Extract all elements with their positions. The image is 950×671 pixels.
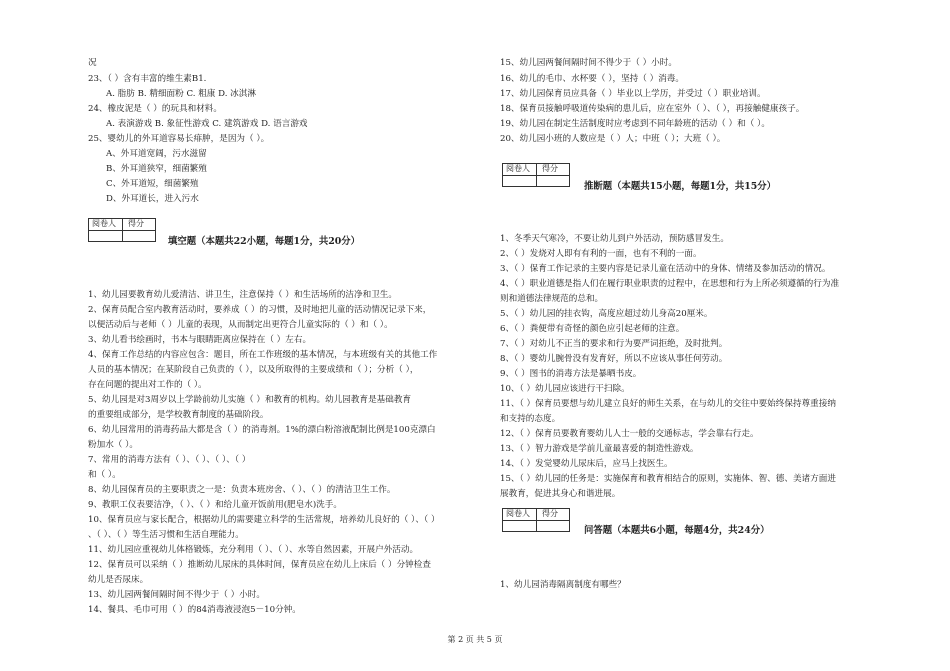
q25-option-a: A、外耳道宽阔，污水滋留 [106,149,207,159]
fill-line: 3、幼儿看书绘画时，书本与眼睛距离应保持在（ ）左右。 [88,335,312,345]
judge-line: 7、（ ）对幼儿不正当的要求和行为要严词拒绝，及时批判。 [500,339,728,349]
fill-line: 和（ ）。 [88,470,121,480]
fill-line: 13、幼儿园两餐间隔时间不得少于（ ）小时。 [88,590,265,600]
judge-line: 13、（ ）智力游戏是学前儿童最喜爱的制造性游戏。 [500,444,699,454]
fill-line: 7、常用的消毒方法有（ ）、（ ）、（ ）、（ ） [88,455,251,465]
fill-section-title: 填空题（本题共22小题，每题1分，共20分） [168,236,360,247]
fill-line: 幼儿是否尿床。 [88,575,149,585]
fill-q17: 17、幼儿园保育员应具备（ ）毕业以上学历，并受过（ ）职业培训。 [500,89,766,99]
fill-line: 9、教职工仪表要洁净，（ ）、（ ）和给儿童开饭前用(肥皂水)洗手。 [88,500,342,510]
fill-line: 10、保育员应与家长配合，根据幼儿的需要建立科学的生活常规，培养幼儿良好的（ ）、（ ） [88,515,440,525]
q23-options: A. 脂肪 B. 精细面粉 C. 粗康 D. 冰淇淋 [106,89,256,99]
qa-section-title: 问答题（本题共6小题，每题4分，共24分） [584,525,770,536]
fill-q19: 19、幼儿园在制定生活制度时应考虑到不同年龄班的活动（ ）和（ ）。 [500,119,770,129]
q25-option-b: B、外耳道狭窄，细菌繁殖 [106,164,207,174]
judge-line: 12、（ ）保育员要教育婴幼儿人士一般的交通标志，学会靠右行走。 [500,429,759,439]
fill-q15: 15、幼儿园两餐间隔时间不得少于（ ）小时。 [500,58,677,68]
judge-line: 8、（ ）婴幼儿腕骨没有发育好，所以不应该从事任何劳动。 [500,354,728,364]
fill-line: 11、幼儿园应重视幼儿体格锻炼，充分利用（ ）、（ ）、水等自然因素，开展户外活动。 [88,545,419,555]
judge-line: 14、（ ）发觉婴幼儿尿床后，应马上找医生。 [500,459,673,469]
reviewer-label: 阅卷人 [92,219,116,228]
reviewer-label: 阅卷人 [506,164,530,173]
fill-line: 存在问题的提出对工作的（ ）。 [88,380,207,390]
qa-line: 1、幼儿园消毒隔离制度有哪些？ [500,580,626,590]
judge-line: 10、（ ）幼儿园应该进行干扫除。 [500,384,630,394]
score-label: 得分 [128,219,144,228]
judge-line: 15、（ ）幼儿园的任务是：实施保育和教育相结合的原则，实施体、智、德、美诸方面进 [500,474,836,484]
score-box-fill [88,218,156,242]
judge-line: 则和道德法律规范的总和。 [500,294,604,304]
judge-line: 5、（ ）幼儿园的挂衣钩，高度应超过幼儿身高20厘米。 [500,309,713,319]
judge-line: 9、（ ）图书的消毒方法是暴晒书皮。 [500,369,642,379]
fill-line: 人员的基本情况；在某阶段自己负责的（ ），以及所取得的主要成绩和（ ）；分析（ ）， [88,365,419,375]
fill-q18: 18、保育员接触呼吸道传染病的患儿后，应在室外（ ）、（ ），再接触健康孩子。 [500,104,805,114]
judge-line: 和支持的态度。 [500,414,561,424]
judge-line: 展教育，促进其身心和谐进展。 [500,489,621,499]
score-box-qa [502,508,570,532]
fill-line: 粉加水（ ）。 [88,440,138,450]
judge-line: 6、（ ）粪便带有奇怪的颜色应引起老师的注意。 [500,324,685,334]
q25-option-c: C、外耳道短，细菌繁殖 [106,179,199,189]
fill-line: 的重要组成部分，是学校教育制度的基础阶段。 [88,410,269,420]
judge-line: 2、（ ）发烧对人即有有利的一面，也有不利的一面。 [500,249,702,259]
q25: 25、婴幼儿的外耳道容易长痱肿，是因为（ ）。 [88,134,270,144]
reviewer-label: 阅卷人 [506,509,530,518]
fill-line: 、（ ）、（ ）等生活习惯和生活自理能力。 [88,530,244,540]
fill-line: 5、幼儿园是对3周岁以上学龄前幼儿实施（ ）和教育的机构。幼儿园教育是基础教育 [88,395,412,405]
fill-line: 1、幼儿园要教育幼儿爱清洁、讲卫生，注意保持（ ）和生活场所的洁净和卫生。 [88,290,397,300]
judge-line: 1、冬季天气寒冷，不要让幼儿到户外活动，预防感冒发生。 [500,234,729,244]
fill-line: 14、餐具、毛巾可用（ ）的84消毒液浸泡5－10分钟。 [88,605,301,615]
judge-line: 4、（ ）职业道德是指人们在履行职业职责的过程中，在思想和行为上所必须遵循的行为准 [500,279,840,289]
q24-options: A. 表演游戏 B. 象征性游戏 C. 建筑游戏 D. 语言游戏 [106,119,308,129]
score-box-judge [502,163,570,187]
score-label: 得分 [542,164,558,173]
page-number: 第 2 页 共 5 页 [447,635,503,644]
fill-line: 2、保育员配合室内教育活动时，要养成（ ）的习惯，及时地把儿童的活动情况记录下来， [88,305,432,315]
fill-line: 以便活动后与老师（ ）儿童的表现，从而制定出更符合儿童实际的（ ）和（ ）。 [88,320,393,330]
fill-line: 8、幼儿园保育员的主要职责之一是：负责本班房舍、（ ）、（ ）的清洁卫生工作。 [88,485,396,495]
fill-line: 4、保育工作总结的内容应包含：题目，所在工作班级的基本情况，与本班级有关的其他工作 [88,350,438,360]
judge-line: 3、（ ）保育工作记录的主要内容是记录儿童在活动中的身体、情绪及参加活动的情况。 [500,264,831,274]
q25-option-d: D、外耳道长，进入污水 [106,194,199,204]
judge-section-title: 推断题（本题共15小题，每题1分，共15分） [584,181,776,192]
score-label: 得分 [542,509,558,518]
fill-line: 12、保育员可以采纳（ ）推断幼儿尿床的具体时间，保育员应在幼儿上床后（ ）分钟检查 [88,560,431,570]
judge-line: 11、（ ）保育员要想与幼儿建立良好的师生关系，在与幼儿的交往中要始终保持尊重接纳 [500,399,836,409]
fill-q20: 20、幼儿园小班的人数应是（ ）人；中班（ ）；大班（ ）。 [500,134,726,144]
q24: 24、橡皮泥是（ ）的玩具和材料。 [88,104,222,114]
q22-tail: 况 [88,58,97,68]
q23: 23、（ ）含有丰富的维生素B1. [88,74,207,84]
fill-q16: 16、幼儿的毛巾、水杯要（ ），坚持（ ）消毒。 [500,74,684,84]
fill-line: 6、幼儿园常用的消毒药品大都是含（ ）的消毒剂。1%的漂白粉溶液配制比例是100克漂白 [88,425,436,435]
